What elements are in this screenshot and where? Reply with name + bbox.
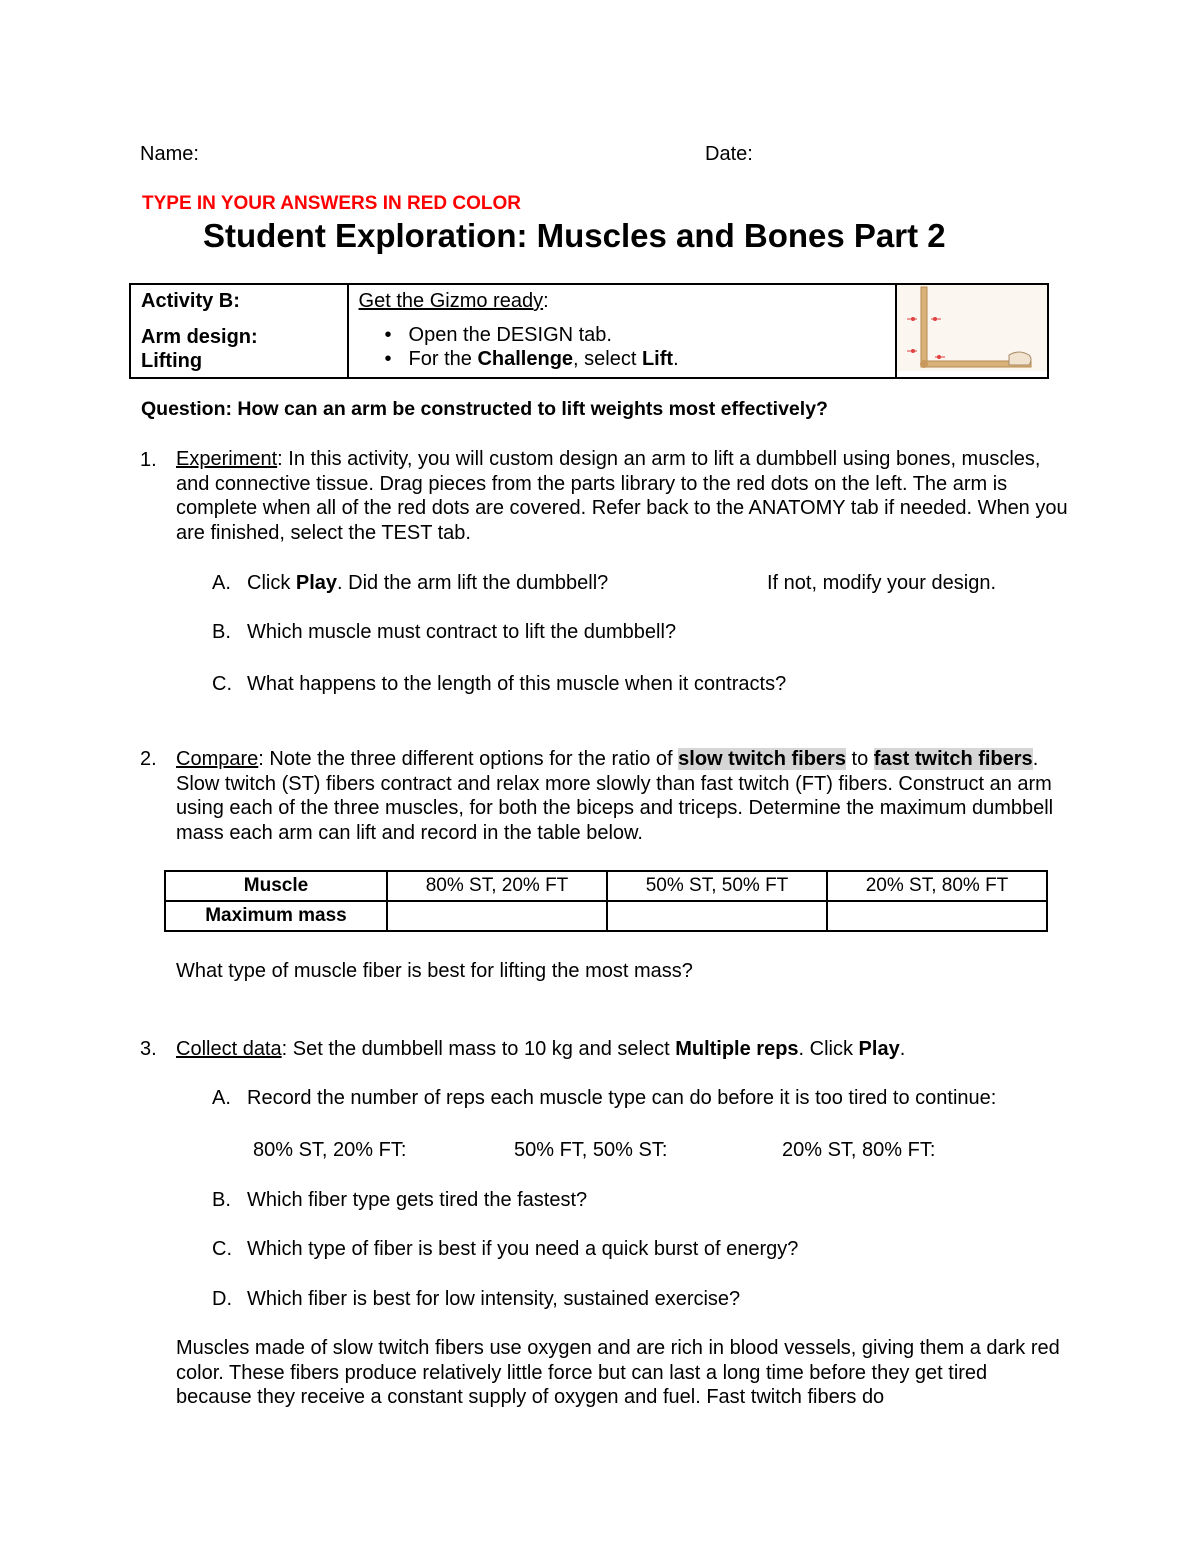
q1-text — [176, 447, 1076, 545]
q3b-text: Which fiber type gets tired the fastest? — [247, 1189, 588, 1211]
step-2-end: . — [673, 348, 679, 370]
activity-subtitle-1: Arm design: — [141, 326, 258, 348]
table-header-50-st: 50% ST, 50% FT — [607, 871, 827, 901]
q1a-letter: A. — [212, 572, 231, 594]
q1a-text — [247, 572, 608, 595]
q3-number: 3. — [140, 1038, 157, 1060]
q1a-post: . Did the arm lift the dumbbell? — [337, 572, 609, 594]
q3a-text: Record the number of reps each muscle type can do before it is too tired to continue: — [247, 1087, 997, 1109]
q3d-text: Which fiber is best for low intensity, sustained exercise? — [247, 1288, 741, 1310]
step-2-pre: For the — [408, 348, 478, 370]
date-label: Date: — [705, 143, 753, 165]
arm-diagram-icon — [897, 285, 1047, 371]
q1-number: 1. — [140, 449, 157, 471]
q1a-pre: Click — [247, 572, 296, 594]
q1-label: Experiment — [176, 448, 278, 470]
q2-follow-up: What type of muscle fiber is best for lifting the most mass? — [176, 960, 693, 982]
gizmo-ready-label: Get the Gizmo ready — [358, 290, 544, 312]
gizmo-steps-list — [359, 323, 885, 371]
q1b-letter: B. — [212, 621, 231, 643]
q1b-text: Which muscle must contract to lift the dumbbell? — [247, 621, 677, 643]
arm-image-cell — [896, 284, 1048, 378]
reps-50-ft: 50% FT, 50% ST: — [514, 1139, 668, 1161]
q2-number: 2. — [140, 748, 157, 770]
gizmo-step-1: • Open the DESIGN tab. — [409, 323, 885, 347]
gizmo-ready-colon: : — [543, 290, 549, 312]
main-question: Question: How can an arm be constructed to lift weights most effectively? — [141, 398, 828, 420]
table-row-max-mass — [165, 901, 1047, 931]
table-header-20-st: 20% ST, 80% FT — [827, 871, 1047, 901]
q1c-text: What happens to the length of this muscle when it contracts? — [247, 673, 787, 695]
page-title: Student Exploration: Muscles and Bones Part 2 — [203, 217, 946, 254]
answer-cell-20-st[interactable] — [827, 901, 1047, 931]
instruction-note: TYPE IN YOUR ANSWERS IN RED COLOR — [142, 193, 521, 214]
activity-table — [129, 283, 1049, 379]
q3c-letter: C. — [212, 1238, 232, 1260]
q3-t3: . — [899, 1038, 906, 1060]
activity-label: Activity B: — [141, 290, 240, 312]
q3-t1: : Set the dumbbell mass to 10 kg and select — [281, 1038, 676, 1060]
q2-t1: : Note the three different options for the ratio of — [258, 748, 679, 770]
table-row-label: Maximum mass — [165, 901, 387, 931]
q3-play: Play — [858, 1038, 900, 1060]
activity-instructions-cell — [348, 284, 896, 378]
q3-label: Collect data — [176, 1038, 282, 1060]
q2-highlight-fast: fast twitch fibers — [873, 748, 1033, 770]
answer-cell-80-st[interactable] — [387, 901, 607, 931]
q2-text — [176, 747, 1056, 845]
reps-80-st: 80% ST, 20% FT: — [253, 1139, 407, 1161]
q3d-letter: D. — [212, 1288, 232, 1310]
q1c-letter: C. — [212, 673, 232, 695]
q3-t2: . Click — [798, 1038, 859, 1060]
q2-highlight-slow: slow twitch fibers — [678, 748, 846, 770]
table-header-muscle: Muscle — [165, 871, 387, 901]
activity-label-cell — [130, 284, 348, 378]
q3a-letter: A. — [212, 1087, 231, 1109]
gizmo-step-2 — [409, 347, 885, 371]
q2-t2: to — [845, 748, 874, 770]
table-header-80-st: 80% ST, 20% FT — [387, 871, 607, 901]
q3-multiple-reps: Multiple reps — [675, 1038, 799, 1060]
answer-cell-50-st[interactable] — [607, 901, 827, 931]
step-2-lift: Lift — [641, 348, 674, 370]
reps-20-st: 20% ST, 80% FT: — [782, 1139, 936, 1161]
q3-text — [176, 1038, 905, 1061]
activity-subtitle-2: Lifting — [141, 350, 203, 372]
closing-paragraph: Muscles made of slow twitch fibers use oxygen and are rich in blood vessels, giving them a dark red color. These fibers produce relatively little force but can last a long time before they get tired because they receive a constant supply of oxygen and fuel. Fast twitch fibers do — [176, 1337, 1060, 1408]
q2-label: Compare — [176, 748, 259, 770]
name-label: Name: — [140, 143, 199, 165]
q3b-letter: B. — [212, 1189, 231, 1211]
step-2-challenge: Challenge — [477, 348, 574, 370]
q1a-play: Play — [295, 572, 338, 594]
q3c-text: Which type of fiber is best if you need a quick burst of energy? — [247, 1238, 799, 1260]
step-2-mid: , select — [573, 348, 642, 370]
q1-body: : In this activity, you will custom design an arm to lift a dumbbell using bones, muscles, and connective tissue. Drag pieces from the parts library to the red dots on the left. The arm is complete when all of the red dots are covered. Refer back to the ANATOMY tab if needed. When you are finished, select the TEST tab. — [176, 448, 1068, 544]
gizmo-ready-heading — [359, 289, 885, 313]
muscle-mass-table — [164, 870, 1048, 932]
q1a-tail: If not, modify your design. — [767, 572, 997, 594]
q2-t3: . Slow twitch (ST) fibers contract and relax more slowly than fast twitch (FT) fibers. Construct an arm using each of the three muscles, for both the biceps and triceps. Determine the maximum dumbbell mass each arm can lift and record in the table below. — [176, 748, 1054, 844]
table-header-row — [165, 871, 1047, 901]
